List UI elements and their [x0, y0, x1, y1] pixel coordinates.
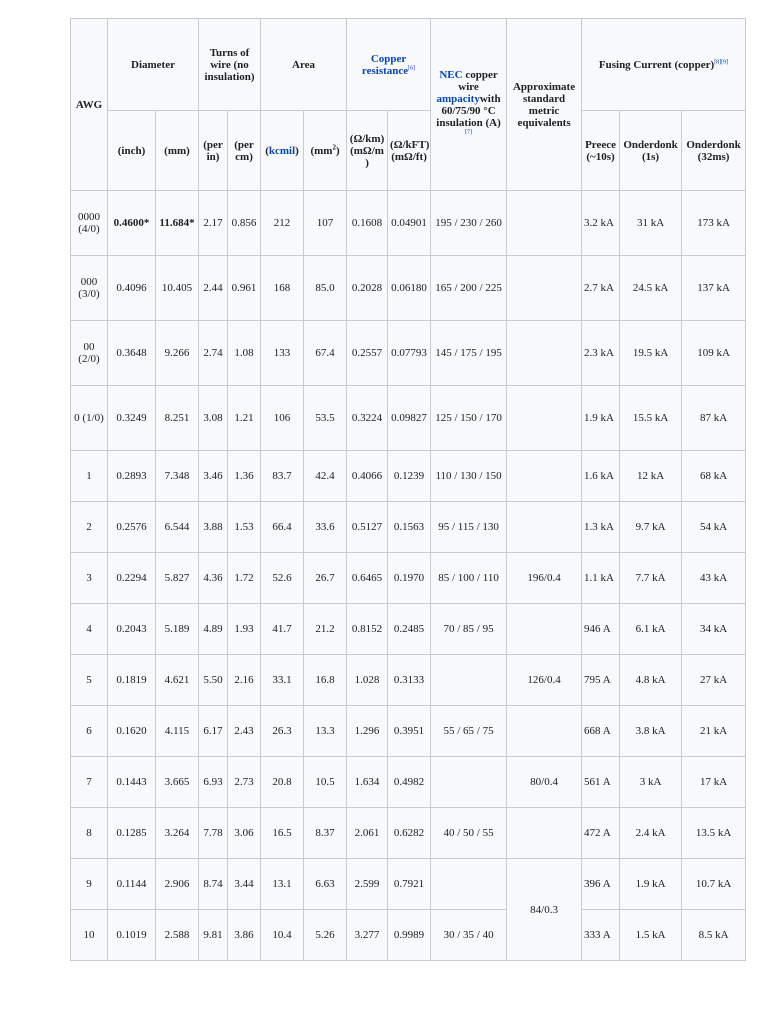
cell-metric [507, 191, 582, 256]
cell-preece: 2.7 kA [582, 256, 620, 321]
cell-nec: 30 / 35 / 40 [431, 910, 507, 961]
cell-mm: 4.621 [156, 655, 199, 706]
col-header-nec-ampacity [431, 19, 507, 191]
cell-preece: 1.3 kA [582, 502, 620, 553]
cell-ohm-kft: 0.1970 [388, 553, 431, 604]
col-header-kcmil [261, 111, 304, 191]
kcmil-open-paren: ( [265, 144, 269, 157]
cell-onderdonk-32ms: 17 kA [682, 757, 746, 808]
cell-kcmil: 33.1 [261, 655, 304, 706]
cell-awg: 7 [71, 757, 108, 808]
cell-onderdonk-32ms: 13.5 kA [682, 808, 746, 859]
cell-onderdonk-1s: 9.7 kA [620, 502, 682, 553]
cell-mm2: 5.26 [304, 910, 347, 961]
mm2-superscript: 2 [332, 142, 336, 151]
cell-per-in: 2.17 [199, 191, 228, 256]
cell-ohm-kft: 0.9989 [388, 910, 431, 961]
cell-onderdonk-1s: 4.8 kA [620, 655, 682, 706]
cell-inch: 0.2043 [108, 604, 156, 655]
cell-preece: 2.3 kA [582, 321, 620, 386]
table-row [71, 808, 746, 859]
cell-inch: 0.4600* [108, 191, 156, 256]
cell-per-in: 8.74 [199, 859, 228, 910]
cell-inch: 0.2294 [108, 553, 156, 604]
cell-inch: 0.1443 [108, 757, 156, 808]
col-header-area: Area [261, 19, 347, 111]
col-header-per-in: (per in) [199, 111, 228, 191]
cell-ohm-km: 2.599 [347, 859, 388, 910]
cell-nec: 165 / 200 / 225 [431, 256, 507, 321]
cell-mm: 7.348 [156, 451, 199, 502]
col-header-per-cm: (per cm) [228, 111, 261, 191]
cell-nec: 145 / 175 / 195 [431, 321, 507, 386]
cell-preece: 3.2 kA [582, 191, 620, 256]
cell-ohm-kft: 0.3951 [388, 706, 431, 757]
cell-nec: 40 / 50 / 55 [431, 808, 507, 859]
cell-mm2: 53.5 [304, 386, 347, 451]
cell-kcmil: 16.5 [261, 808, 304, 859]
col-header-diameter: Diameter [108, 19, 199, 111]
cell-metric [507, 502, 582, 553]
cell-nec: 55 / 65 / 75 [431, 706, 507, 757]
table-row [71, 604, 746, 655]
cell-mm: 5.189 [156, 604, 199, 655]
cell-onderdonk-1s: 6.1 kA [620, 604, 682, 655]
cell-inch: 0.1144 [108, 859, 156, 910]
cell-onderdonk-32ms: 34 kA [682, 604, 746, 655]
nec-link[interactable]: NEC [439, 68, 463, 81]
cell-preece: 472 A [582, 808, 620, 859]
cell-ohm-kft: 0.1239 [388, 451, 431, 502]
cell-awg: 6 [71, 706, 108, 757]
ampacity-link[interactable]: ampacity [436, 92, 480, 105]
col-header-copper-resistance [347, 19, 431, 111]
cell-preece: 1.9 kA [582, 386, 620, 451]
cell-inch: 0.4096 [108, 256, 156, 321]
cell-ohm-kft: 0.3133 [388, 655, 431, 706]
table-row [71, 553, 746, 604]
cell-onderdonk-32ms: 109 kA [682, 321, 746, 386]
cell-onderdonk-1s: 1.5 kA [620, 910, 682, 961]
col-header-ohm-kft: (Ω/kFT) (mΩ/ft) [388, 111, 431, 191]
table-row [71, 256, 746, 321]
cell-per-in: 3.46 [199, 451, 228, 502]
cell-metric [507, 386, 582, 451]
cell-per-cm: 1.36 [228, 451, 261, 502]
nec-text-2: with 60/75/90 °C insulation (A) [436, 92, 501, 129]
cell-onderdonk-1s: 3.8 kA [620, 706, 682, 757]
cell-ohm-km: 2.061 [347, 808, 388, 859]
cell-nec: 125 / 150 / 170 [431, 386, 507, 451]
cell-mm: 3.665 [156, 757, 199, 808]
header-row-units [71, 111, 746, 191]
cell-awg: 00 (2/0) [71, 321, 108, 386]
cell-per-in: 9.81 [199, 910, 228, 961]
cell-awg: 0000 (4/0) [71, 191, 108, 256]
cell-kcmil: 106 [261, 386, 304, 451]
cell-awg: 000 (3/0) [71, 256, 108, 321]
cell-ohm-km: 3.277 [347, 910, 388, 961]
cell-kcmil: 52.6 [261, 553, 304, 604]
cell-onderdonk-1s: 3 kA [620, 757, 682, 808]
kcmil-link[interactable]: kcmil [268, 144, 296, 157]
cell-awg: 8 [71, 808, 108, 859]
cell-mm2: 42.4 [304, 451, 347, 502]
cell-inch: 0.3648 [108, 321, 156, 386]
header-row-top [71, 19, 746, 111]
col-header-onderdonk-32ms: Onderdonk (32ms) [682, 111, 746, 191]
cell-metric [507, 256, 582, 321]
cell-onderdonk-1s: 2.4 kA [620, 808, 682, 859]
fusing-ref-link[interactable]: [8][9] [714, 58, 729, 65]
cell-onderdonk-32ms: 43 kA [682, 553, 746, 604]
cell-ohm-kft: 0.09827 [388, 386, 431, 451]
cell-awg: 2 [71, 502, 108, 553]
fusing-current-label: Fusing Current (copper) [598, 58, 715, 71]
cell-kcmil: 13.1 [261, 859, 304, 910]
cell-onderdonk-32ms: 10.7 kA [682, 859, 746, 910]
cell-mm: 10.405 [156, 256, 199, 321]
cell-mm2: 85.0 [304, 256, 347, 321]
cell-inch: 0.1019 [108, 910, 156, 961]
cell-inch: 0.1620 [108, 706, 156, 757]
cell-per-in: 5.50 [199, 655, 228, 706]
cell-awg: 0 (1/0) [71, 386, 108, 451]
cell-preece: 668 A [582, 706, 620, 757]
cell-per-in: 2.74 [199, 321, 228, 386]
cell-preece: 396 A [582, 859, 620, 910]
cell-ohm-km: 0.2028 [347, 256, 388, 321]
cell-ohm-km: 1.634 [347, 757, 388, 808]
cell-onderdonk-32ms: 137 kA [682, 256, 746, 321]
cell-mm: 11.684* [156, 191, 199, 256]
cell-mm: 4.115 [156, 706, 199, 757]
cell-preece: 795 A [582, 655, 620, 706]
cell-mm: 8.251 [156, 386, 199, 451]
col-header-fusing-current [582, 19, 746, 111]
cell-per-cm: 0.856 [228, 191, 261, 256]
table-row [71, 757, 746, 808]
cell-inch: 0.1819 [108, 655, 156, 706]
cell-inch: 0.2893 [108, 451, 156, 502]
cell-mm2: 33.6 [304, 502, 347, 553]
cell-mm: 3.264 [156, 808, 199, 859]
cell-inch: 0.3249 [108, 386, 156, 451]
table-row [71, 451, 746, 502]
cell-metric: 80/0.4 [507, 757, 582, 808]
cell-kcmil: 41.7 [261, 604, 304, 655]
cell-nec: 70 / 85 / 95 [431, 604, 507, 655]
cell-onderdonk-32ms: 87 kA [682, 386, 746, 451]
cell-onderdonk-32ms: 54 kA [682, 502, 746, 553]
cell-mm2: 16.8 [304, 655, 347, 706]
cell-nec [431, 655, 507, 706]
cell-mm2: 26.7 [304, 553, 347, 604]
cell-metric [507, 604, 582, 655]
cell-mm2: 13.3 [304, 706, 347, 757]
awg-wire-gauge-table [70, 18, 746, 961]
cell-kcmil: 83.7 [261, 451, 304, 502]
cell-per-cm: 2.73 [228, 757, 261, 808]
col-header-turns: Turns of wire (no insulation) [199, 19, 261, 111]
cell-ohm-km: 0.6465 [347, 553, 388, 604]
mm2-close-paren: ) [335, 144, 340, 157]
table-row [71, 191, 746, 256]
cell-nec: 110 / 130 / 150 [431, 451, 507, 502]
cell-per-cm: 1.08 [228, 321, 261, 386]
cell-ohm-kft: 0.07793 [388, 321, 431, 386]
cell-ohm-kft: 0.2485 [388, 604, 431, 655]
cell-per-cm: 1.21 [228, 386, 261, 451]
cell-mm2: 21.2 [304, 604, 347, 655]
col-header-preece: Preece (~10s) [582, 111, 620, 191]
cell-per-cm: 1.93 [228, 604, 261, 655]
cell-per-cm: 2.43 [228, 706, 261, 757]
cell-kcmil: 26.3 [261, 706, 304, 757]
cell-ohm-km: 0.1608 [347, 191, 388, 256]
cell-onderdonk-32ms: 173 kA [682, 191, 746, 256]
cell-kcmil: 66.4 [261, 502, 304, 553]
table-row [71, 321, 746, 386]
cell-nec: 95 / 115 / 130 [431, 502, 507, 553]
cell-nec [431, 859, 507, 910]
cell-mm2: 6.63 [304, 859, 347, 910]
cell-inch: 0.2576 [108, 502, 156, 553]
col-header-mm2 [304, 111, 347, 191]
cell-onderdonk-1s: 1.9 kA [620, 859, 682, 910]
cell-onderdonk-32ms: 8.5 kA [682, 910, 746, 961]
cell-nec: 195 / 230 / 260 [431, 191, 507, 256]
cell-metric [507, 451, 582, 502]
cell-onderdonk-1s: 15.5 kA [620, 386, 682, 451]
cell-mm: 2.588 [156, 910, 199, 961]
cell-preece: 561 A [582, 757, 620, 808]
cell-ohm-kft: 0.1563 [388, 502, 431, 553]
table-row [71, 859, 746, 910]
cell-mm: 6.544 [156, 502, 199, 553]
cell-per-cm: 3.06 [228, 808, 261, 859]
cell-ohm-km: 0.2557 [347, 321, 388, 386]
cell-per-cm: 3.86 [228, 910, 261, 961]
cell-per-in: 3.88 [199, 502, 228, 553]
cell-awg: 10 [71, 910, 108, 961]
cell-kcmil: 212 [261, 191, 304, 256]
cell-awg: 1 [71, 451, 108, 502]
cell-onderdonk-32ms: 68 kA [682, 451, 746, 502]
cell-nec: 85 / 100 / 110 [431, 553, 507, 604]
cell-awg: 4 [71, 604, 108, 655]
cell-ohm-kft: 0.4982 [388, 757, 431, 808]
cell-per-in: 4.36 [199, 553, 228, 604]
cell-kcmil: 10.4 [261, 910, 304, 961]
col-header-metric-equivalents: Approximate standard metric equivalents [507, 19, 582, 191]
cell-per-in: 4.89 [199, 604, 228, 655]
cell-mm: 2.906 [156, 859, 199, 910]
cell-ohm-kft: 0.6282 [388, 808, 431, 859]
cell-per-in: 6.17 [199, 706, 228, 757]
cell-per-in: 7.78 [199, 808, 228, 859]
cell-ohm-km: 0.8152 [347, 604, 388, 655]
cell-mm: 5.827 [156, 553, 199, 604]
copper-resistance-link[interactable]: Copper resistance [361, 52, 409, 77]
table-row [71, 706, 746, 757]
cell-metric: 126/0.4 [507, 655, 582, 706]
cell-preece: 333 A [582, 910, 620, 961]
cell-onderdonk-32ms: 21 kA [682, 706, 746, 757]
cell-per-in: 3.08 [199, 386, 228, 451]
cell-preece: 1.6 kA [582, 451, 620, 502]
cell-awg: 9 [71, 859, 108, 910]
cell-onderdonk-1s: 24.5 kA [620, 256, 682, 321]
col-header-awg: AWG [71, 19, 108, 191]
table-row [71, 502, 746, 553]
cell-per-cm: 1.53 [228, 502, 261, 553]
cell-per-cm: 1.72 [228, 553, 261, 604]
cell-ohm-kft: 0.7921 [388, 859, 431, 910]
cell-onderdonk-1s: 12 kA [620, 451, 682, 502]
cell-mm2: 8.37 [304, 808, 347, 859]
col-header-onderdonk-1s: Onderdonk (1s) [620, 111, 682, 191]
cell-mm2: 107 [304, 191, 347, 256]
cell-preece: 946 A [582, 604, 620, 655]
cell-mm2: 67.4 [304, 321, 347, 386]
col-header-mm: (mm) [156, 111, 199, 191]
cell-mm: 9.266 [156, 321, 199, 386]
cell-mm2: 10.5 [304, 757, 347, 808]
cell-ohm-kft: 0.04901 [388, 191, 431, 256]
cell-kcmil: 168 [261, 256, 304, 321]
cell-nec [431, 757, 507, 808]
cell-onderdonk-32ms: 27 kA [682, 655, 746, 706]
mm2-base: (mm [310, 144, 333, 157]
cell-onderdonk-1s: 7.7 kA [620, 553, 682, 604]
cell-metric-merged: 84/0.3 [507, 859, 582, 961]
cell-ohm-kft: 0.06180 [388, 256, 431, 321]
cell-preece: 1.1 kA [582, 553, 620, 604]
cell-per-cm: 0.961 [228, 256, 261, 321]
cell-ohm-km: 0.4066 [347, 451, 388, 502]
cell-awg: 3 [71, 553, 108, 604]
cell-ohm-km: 0.5127 [347, 502, 388, 553]
col-header-inch: (inch) [108, 111, 156, 191]
cell-per-cm: 3.44 [228, 859, 261, 910]
table-row [71, 655, 746, 706]
cell-kcmil: 133 [261, 321, 304, 386]
kcmil-close-paren: ) [295, 144, 299, 157]
cell-onderdonk-1s: 19.5 kA [620, 321, 682, 386]
cell-per-cm: 2.16 [228, 655, 261, 706]
cell-ohm-km: 1.028 [347, 655, 388, 706]
nec-text-1: copper wire [458, 68, 498, 93]
nec-ref-link[interactable]: [7] [465, 128, 473, 135]
col-header-ohm-km: (Ω/km) (mΩ/m ) [347, 111, 388, 191]
cell-per-in: 2.44 [199, 256, 228, 321]
cell-onderdonk-1s: 31 kA [620, 191, 682, 256]
cell-metric [507, 808, 582, 859]
cell-per-in: 6.93 [199, 757, 228, 808]
cell-metric: 196/0.4 [507, 553, 582, 604]
cell-ohm-km: 0.3224 [347, 386, 388, 451]
cell-metric [507, 321, 582, 386]
cell-ohm-km: 1.296 [347, 706, 388, 757]
cell-metric [507, 706, 582, 757]
cell-inch: 0.1285 [108, 808, 156, 859]
copper-resistance-ref-link[interactable]: [6] [408, 64, 416, 71]
table-row [71, 386, 746, 451]
cell-awg: 5 [71, 655, 108, 706]
table-row [71, 910, 746, 961]
cell-kcmil: 20.8 [261, 757, 304, 808]
